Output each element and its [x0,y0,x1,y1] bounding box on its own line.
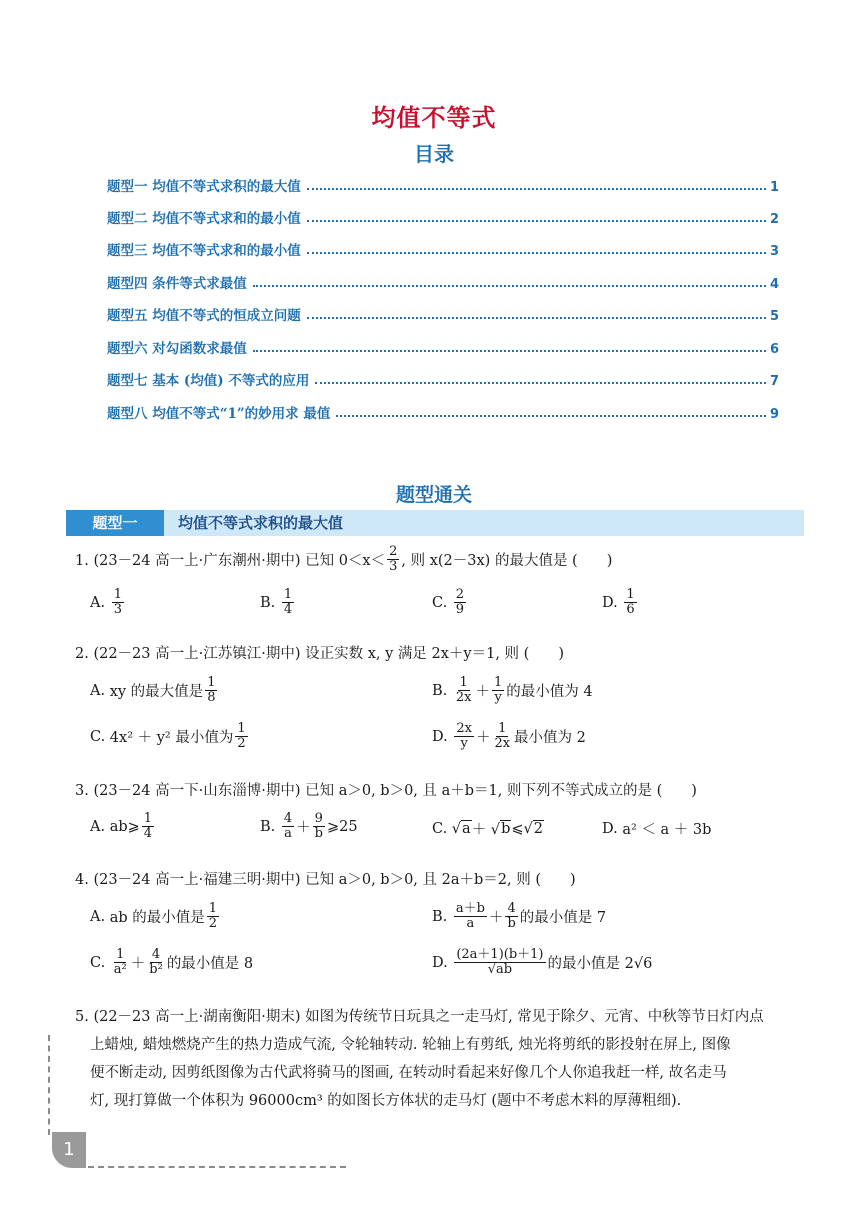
section-heading: 题型通关 [395,484,472,506]
numerator: 1 [113,587,122,602]
toc-item[interactable] [107,270,779,292]
root-sign: ＋ √ [471,822,501,838]
plus-sign: ＋ [296,820,311,837]
option-letter: D. [602,594,618,611]
option-c[interactable] [90,948,253,978]
denominator: b² [149,962,163,978]
fraction [207,902,219,932]
denominator: 4 [143,826,153,842]
fraction [205,676,217,706]
option-letter: A. [90,908,106,925]
denominator: 2 [208,916,218,932]
option-b[interactable] [432,676,593,706]
denominator: 3 [389,559,398,575]
toc-item-label: 题型四 条件等式求最值 [107,276,247,292]
question-1 [75,545,612,575]
toc-item-page: 6 [769,342,779,357]
toc-item-page: 7 [769,374,779,389]
option-b[interactable] [260,812,358,842]
plus-sign: ＋ [130,956,146,973]
fraction [454,902,487,932]
toc-item-page: 2 [769,212,779,227]
toc-leader [307,188,766,190]
fraction [492,676,504,706]
denominator: y [460,736,468,752]
toc-item-label: 题型七 基本 (均值) 不等式的应用 [107,373,310,389]
option-a[interactable] [90,676,219,706]
denominator: a [284,826,292,842]
option-c[interactable] [432,818,544,839]
toc-item-label: 题型六 对勾函数求最值 [107,341,247,357]
radicand: b [501,821,511,837]
toc-item[interactable] [107,302,779,324]
numerator: 2 [389,544,398,559]
option-text: ab 的最小值是 [109,910,205,927]
paragraph-line: 便不断走动, 因剪纸图像为古代武将骑马的图画, 在转动时看起来好像几个人你追我赶一样, 故名走马 [90,1065,727,1081]
toc-leader [307,317,766,319]
document-title: 均值不等式 [371,104,497,132]
option-letter: C. [90,728,106,745]
option-letter: B. [260,818,276,835]
option-text: 的最小值为 4 [506,684,593,701]
numerator: 1 [116,947,125,962]
fraction [624,588,636,618]
toc-item-page: 4 [769,277,779,292]
denominator: 4 [283,602,293,618]
numerator: 2 [455,587,465,602]
option-letter: A. [90,594,106,611]
option-d[interactable] [432,948,652,978]
paragraph-line: 5. (22－23 高一上·湖南衡阳·期末) 如图为传统节日玩具之一走马灯, 常见于除夕、元宵、中秋等节日灯内点 [75,1009,764,1025]
root-sign: ⩽√ [511,820,533,837]
option-text: ⩾25 [326,818,358,835]
fraction [313,812,325,842]
fraction [235,722,247,752]
numerator: 9 [314,811,323,826]
option-letter: B. [260,594,276,611]
option-text: 的最小值是 7 [519,910,607,927]
fraction [282,812,294,842]
fraction [454,948,545,978]
numerator: 1 [493,675,503,690]
denominator: 2x [455,690,472,706]
option-text: ab⩾ [109,818,140,835]
option-c[interactable] [90,722,250,752]
plus-sign: ＋ [475,730,491,747]
option-text: 最小值为 2 [514,730,586,747]
toc-leader [253,350,766,352]
radicand: 2 [533,821,543,837]
question-type-banner [66,510,804,536]
option-a[interactable] [90,902,221,932]
toc-item-label: 题型五 均值不等式的恒成立问题 [107,308,301,324]
toc-item[interactable] [107,400,779,422]
option-d[interactable] [602,588,639,618]
denominator: 8 [207,690,216,706]
numerator: 4 [151,947,161,962]
toc-item-page: 5 [769,309,779,324]
toc-item-label: 题型二 均值不等式求和的最小值 [107,211,301,227]
numerator: a＋b [455,901,485,916]
option-text: xy 的最大值是 [109,684,204,701]
denominator: a [466,916,475,932]
option-letter: A. [90,682,106,699]
toc-leader [336,415,766,417]
denominator: 2x [494,736,511,752]
option-text: 的最小值是 2√6 [547,956,653,973]
fraction [492,722,512,752]
paragraph-line: 灯, 现打算做一个体积为 96000cm³ 的如图长方体状的走马灯 (题中不考虑木料的厚薄粗细). [90,1093,682,1109]
option-d[interactable] [602,818,711,839]
question-4: 4. (23－24 高一上·福建三明·期中) 已知 a＞0, b＞0, 且 2a＋b＝2, 则 ( ) [75,872,576,888]
toc-heading: 目录 [414,142,454,166]
fraction [282,588,294,618]
fraction [505,902,517,932]
question-text: , 则 x(2－3x) 的最大值是 ( ) [401,553,613,570]
option-c[interactable] [432,588,468,618]
toc-item[interactable] [107,237,779,259]
page-number: 1 [52,1132,86,1168]
option-text: 4x² ＋ y² 最小值为 [109,730,234,747]
plus-sign: ＋ [488,910,504,927]
question-3: 3. (23－24 高一下·山东淄博·期中) 已知 a＞0, b＞0, 且 a＋b＝1, 则下列不等式成立的是 ( ) [75,783,697,799]
toc-item-page: 3 [769,244,779,259]
option-b[interactable] [432,902,606,932]
denominator: b [314,826,323,842]
denominator: b [507,916,516,932]
question-text: 1. (23－24 高一上·广东潮州·期中) 已知 0＜x＜ [75,553,386,570]
denominator: 6 [626,602,635,618]
numerator: 1 [498,721,507,736]
numerator: 4 [507,901,516,916]
option-letter: C. [90,954,106,971]
option-letter: B. [432,908,448,925]
option-b[interactable] [260,588,296,618]
numerator: 2x [456,721,472,736]
option-letter: C. [432,594,448,611]
fraction [454,722,474,752]
banner-title: 均值不等式求积的最大值 [178,514,344,532]
paragraph-line: 上蜡烛, 蜡烛燃烧产生的热力造成气流, 令轮轴转动. 轮轴上有剪纸, 烛光将剪纸的影投射在屏上, 图像 [90,1037,731,1053]
toc-item[interactable] [107,205,779,227]
option-letter: D. [432,728,448,745]
toc-item[interactable] [107,335,779,357]
denominator: 2 [237,736,246,752]
toc-item[interactable] [107,367,779,389]
question-2: 2. (22－23 高一上·江苏镇江·期中) 设正实数 x, y 满足 2x＋y＝1, 则 ( ) [75,646,564,662]
fraction [112,588,124,618]
option-letter: B. [432,682,448,699]
option-letter: D. [602,820,618,837]
numerator: 1 [143,811,153,826]
toc-leader [307,220,766,222]
numerator: 1 [208,901,218,916]
toc-item-page: 1 [769,180,779,195]
fraction [147,948,165,978]
toc-item-label: 题型一 均值不等式求积的最大值 [107,179,301,195]
root-sign: √ [451,820,462,837]
margin-dashed-line [48,1035,50,1135]
option-letter: A. [90,818,106,835]
option-a[interactable] [90,812,156,842]
toc-leader [307,252,766,254]
denominator: y [494,690,502,706]
option-a[interactable] [90,588,126,618]
fraction [142,812,154,842]
fraction [454,588,466,618]
fraction [112,948,129,978]
option-letter: D. [432,954,448,971]
numerator: 1 [237,721,246,736]
toc-leader [253,285,766,287]
option-text: 的最小值是 8 [166,956,254,973]
option-d[interactable] [432,722,586,752]
toc-item-label: 题型三 均值不等式求和的最小值 [107,243,301,259]
numerator: 4 [283,811,293,826]
footer-dashed-line [88,1166,346,1168]
fraction [387,545,399,575]
plus-sign: ＋ [475,684,490,701]
denominator: 9 [455,602,465,618]
toc-item-page: 9 [769,407,779,422]
toc-leader [315,382,766,384]
numerator: 1 [207,675,216,690]
numerator: 1 [283,587,293,602]
banner-tag: 题型一 [66,510,164,536]
denominator: √ab [487,962,513,978]
toc-item-label: 题型八 均值不等式“1”的妙用求 最值 [107,406,331,422]
option-letter: C. [432,820,448,837]
numerator: 1 [626,587,635,602]
option-text: a² ＜ a ＋ 3b [622,822,712,838]
toc-item[interactable] [107,173,779,195]
denominator: 3 [113,602,122,618]
radicand: a [462,821,471,837]
numerator: (2a＋1)(b＋1) [456,947,544,962]
numerator: 1 [459,675,468,690]
denominator: a² [113,962,127,978]
fraction [454,676,474,706]
